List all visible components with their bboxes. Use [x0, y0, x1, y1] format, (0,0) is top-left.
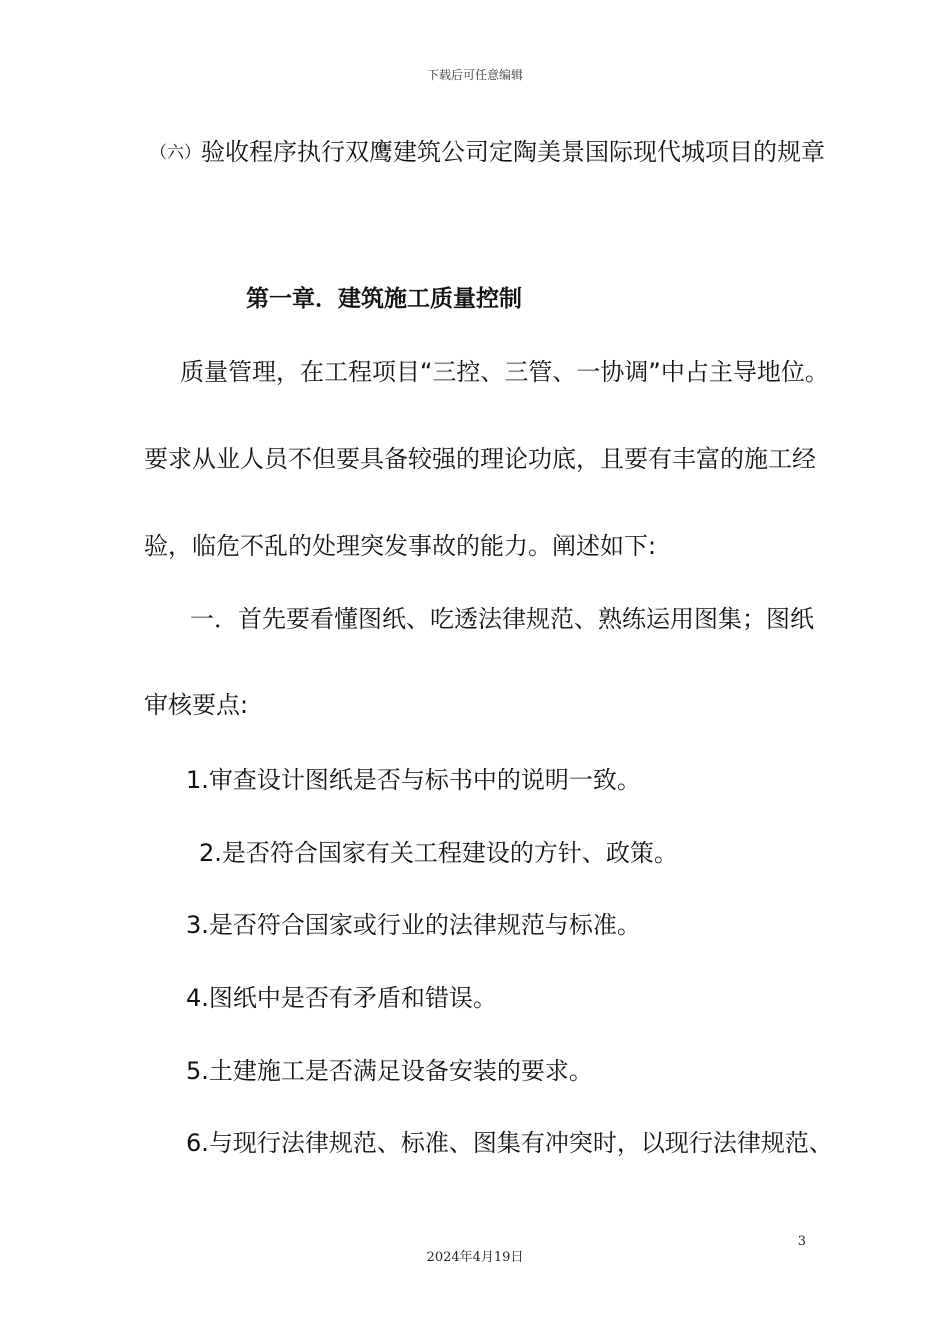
regulation-title: 验收程序执行双鹰建筑公司定陶美景国际现代城项目的规章	[201, 138, 825, 166]
list-item: 2.是否符合国家有关工程建设的方针、政策。	[199, 839, 678, 867]
page-header: 下载后可任意编辑	[426, 68, 523, 82]
list-item: 5.土建施工是否满足设备安装的要求。	[186, 1057, 593, 1085]
list-item: 6.与现行法律规范、标准、图集有冲突时，以现行法律规范、	[186, 1129, 833, 1157]
paragraph-line: 要求从业人员不但要具备较强的理论功底，且要有丰富的施工经	[144, 445, 816, 473]
page-number: 3	[797, 1234, 806, 1249]
section-heading-continued: 审核要点:	[144, 691, 249, 719]
list-item: 1.审查设计图纸是否与标书中的说明一致。	[186, 766, 641, 794]
regulation-line	[150, 136, 825, 169]
list-item: 3.是否符合国家或行业的法律规范与标准。	[186, 911, 641, 939]
list-item: 4.图纸中是否有矛盾和错误。	[186, 984, 497, 1012]
chapter-heading: 第一章．建筑施工质量控制	[246, 286, 522, 312]
section-heading: 一．首先要看懂图纸、吃透法律规范、熟练运用图集；图纸	[190, 605, 814, 633]
paragraph-line: 质量管理，在工程项目“三控、三管、一协调”中占主导地位。	[180, 358, 829, 386]
paragraph-line: 验，临危不乱的处理突发事故的能力。阐述如下:	[144, 532, 657, 560]
item-prefix: （六）	[150, 143, 201, 163]
footer-date: 2024年4月19日	[426, 1250, 524, 1265]
